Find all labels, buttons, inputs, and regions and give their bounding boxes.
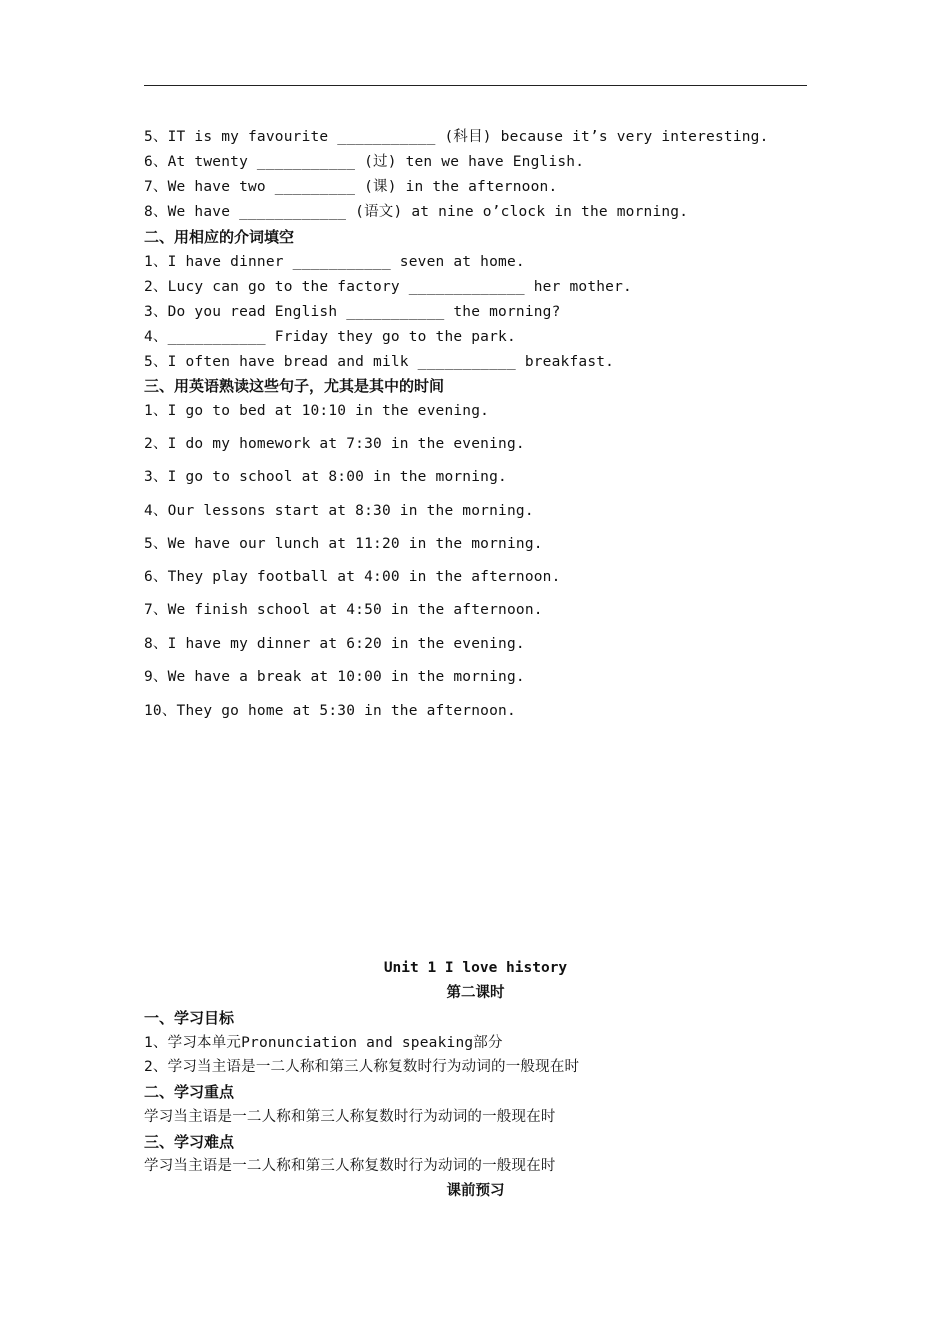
exercise-item: 4、___________ Friday they go to the park. <box>144 329 516 345</box>
reading-sentence: 5、We have our lunch at 11:20 in the morning. <box>144 536 543 552</box>
exercise-item: 3、Do you read English ___________ the morning? <box>144 304 561 320</box>
unit-title: Unit 1 I love history <box>383 960 568 976</box>
reading-sentence: 6、They play football at 4:00 in the afternoon. <box>144 569 561 585</box>
section-heading-reading: 三、用英语熟读这些句子，尤其是其中的时间 <box>144 377 445 395</box>
goal-item: 1、学习本单元Pronunciation and speaking部分 <box>144 1035 503 1051</box>
reading-sentence: 3、I go to school at 8:00 in the morning. <box>144 469 507 485</box>
difficulties-text: 学习当主语是一二人称和第三人称复数时行为动词的一般现在时 <box>144 1158 556 1174</box>
goal-item: 2、学习当主语是一二人称和第三人称复数时行为动词的一般现在时 <box>144 1059 580 1075</box>
goals-heading: 一、学习目标 <box>144 1009 235 1027</box>
preview-heading: 课前预习 <box>446 1183 505 1199</box>
reading-sentence: 8、I have my dinner at 6:20 in the evening. <box>144 636 525 652</box>
reading-sentence: 2、I do my homework at 7:30 in the evening. <box>144 436 525 452</box>
reading-sentence: 1、I go to bed at 10:10 in the evening. <box>144 403 490 419</box>
exercise-item: 5、IT is my favourite ___________ (科目) because it’s very interesting. <box>144 129 769 145</box>
key-points-text: 学习当主语是一二人称和第三人称复数时行为动词的一般现在时 <box>144 1109 556 1125</box>
difficulties-heading: 三、学习难点 <box>144 1133 235 1151</box>
exercise-item: 8、We have ____________ (语文) at nine o’clock in the morning. <box>144 204 689 220</box>
exercise-item: 6、At twenty ___________ (过) ten we have English. <box>144 154 585 170</box>
header-rule <box>144 85 807 86</box>
reading-sentence: 7、We finish school at 4:50 in the afternoon. <box>144 602 543 618</box>
reading-sentence: 4、Our lessons start at 8:30 in the morning. <box>144 503 534 519</box>
key-points-heading: 二、学习重点 <box>144 1083 235 1101</box>
section-heading-prepositions: 二、用相应的介词填空 <box>144 228 295 246</box>
reading-sentence: 9、We have a break at 10:00 in the morning. <box>144 669 525 685</box>
exercise-item: 2、Lucy can go to the factory _____________ her mother. <box>144 279 632 295</box>
exercise-item: 5、I often have bread and milk ___________ breakfast. <box>144 354 615 370</box>
period-title: 第二课时 <box>446 985 505 1001</box>
reading-sentence: 10、They go home at 5:30 in the afternoon. <box>144 703 516 719</box>
exercise-item: 1、I have dinner ___________ seven at home. <box>144 254 525 270</box>
exercise-item: 7、We have two _________ (课) in the afternoon. <box>144 179 558 195</box>
